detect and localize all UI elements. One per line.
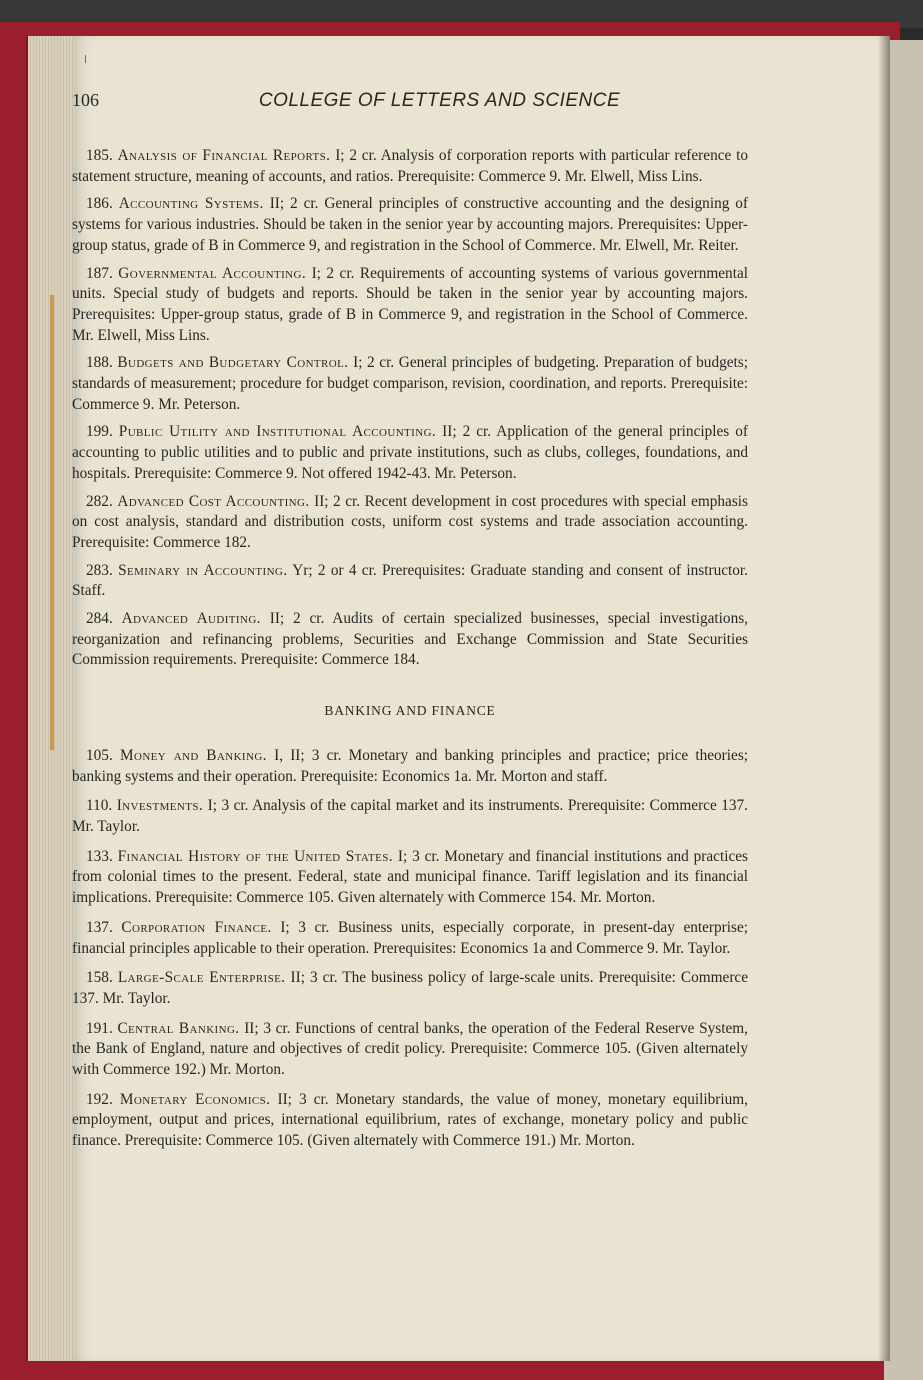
course-number: 188. (86, 354, 113, 372)
course-description: II; 3 cr. The business policy of large-scale units. Prerequisite: Commerce 137. Mr. Taylor. (72, 969, 749, 1007)
course-entry (72, 194, 748, 256)
course-description: I, II; 3 cr. Monetary and banking principles and practice; price theories; banking systems and their operation. Prerequisite: Economics 1a. Mr. Morton and staff. (72, 746, 749, 785)
course-title: Money and Banking. (119, 746, 267, 764)
running-title: COLLEGE OF LETTERS AND SCIENCE (258, 90, 621, 111)
course-entry (72, 1090, 748, 1152)
course-number: 133. (86, 847, 113, 865)
course-entry (72, 492, 748, 554)
course-number: 186. (86, 195, 113, 213)
course-title: Corporation Finance. (121, 918, 272, 936)
course-entry (72, 609, 748, 671)
course-description: II; 3 cr. Functions of central banks, the operation of the Federal Reserve System, the Bank of England, nature and objectives of credit policy. Prerequisite: Commerce 105. (Given alternately with Commerce 192.) Mr. Morton. (72, 1019, 748, 1079)
course-description: I; 3 cr. Business units, especially corporate, in present-day enterprise; financial principles applicable to their operation. Prerequisites: Economics 1a and Commerce 9. Mr. Taylor. (72, 918, 748, 957)
page-mark (85, 55, 86, 63)
course-entry (72, 847, 748, 909)
course-title: Public Utility and Institutional Accounting. (118, 423, 437, 441)
course-entry (72, 968, 748, 1009)
course-entry (72, 353, 748, 415)
course-description: II; 2 cr. Recent development in cost procedures with special emphasis on cost analysis, standard and distribution costs, uniform cost systems and trade association accounting. Prerequisite: Commerce 182. (72, 492, 748, 551)
course-number: 191. (86, 1019, 113, 1037)
page-body (72, 146, 748, 1161)
course-description: Yr; 2 or 4 cr. Prerequisites: Graduate standing and consent of instructor. Staff. (72, 561, 749, 600)
course-title: Accounting Systems. (118, 195, 264, 213)
course-description: II; 2 cr. General principles of constructive accounting and the designing of systems for various industries. Should be taken in the senior year by accounting majors. Prerequisites: Upper-group status, grade of B in Commerce 9, and registration in the School of Commerce. Mr. Elwell, Mr. Reiter. (72, 195, 749, 254)
gutter-shadow (878, 36, 890, 1361)
course-title: Advanced Cost Accounting. (117, 492, 310, 510)
course-title: Large-Scale Enterprise. (117, 969, 286, 987)
course-title: Investments. (116, 797, 204, 815)
course-title: Budgets and Budgetary Control. (117, 354, 349, 372)
course-entry (72, 422, 748, 484)
course-description: II; 3 cr. Monetary standards, the value of money, monetary equilibrium, employment, output and prices, international equilibrium, rates of exchange, monetary policy and public finance. Prerequisite: Commerce 105. (Given alternately with Commerce 191.) Mr. Morton. (72, 1090, 749, 1150)
course-number: 284. (86, 610, 113, 628)
course-description: I; 2 cr. Analysis of corporation reports with particular reference to statement structure, meaning of accounts, and ratios. Prerequisite: Commerce 9. Mr. Elwell, Miss Lins. (72, 147, 748, 185)
course-description: II; 2 cr. Audits of certain specialized businesses, special investigations, reorganization and refinancing problems, Securities and Exchange Commission and State Securities Commission requirements. Prerequisite: Commerce 184. (72, 610, 748, 669)
course-entry (72, 561, 748, 602)
course-description: I; 3 cr. Monetary and financial institutions and practices from colonial times to the present. Federal, state and municipal finance. Tariff legislation and its financial implications. Prerequisite: Commerce 105. Given alternately with Commerce 154. Mr. Morton. (72, 847, 749, 907)
course-number: 158. (86, 969, 113, 987)
course-title: Advanced Auditing. (121, 610, 261, 628)
course-entry (72, 796, 748, 837)
course-entry (72, 264, 748, 347)
banking-course-list (72, 746, 748, 1152)
course-title: Analysis of Financial Reports. (117, 147, 331, 164)
course-number: 283. (86, 561, 113, 579)
accounting-course-list (72, 146, 748, 671)
course-number: 199. (86, 423, 113, 441)
course-entry (72, 746, 748, 787)
course-number: 187. (86, 264, 113, 282)
course-number: 185. (86, 147, 113, 164)
course-description: I; 3 cr. Analysis of the capital market and its instruments. Prerequisite: Commerce 137. Mr. Taylor. (72, 797, 749, 835)
course-number: 282. (86, 492, 113, 510)
course-description: I; 2 cr. Requirements of accounting systems of various governmental units. Special study of budgets and reports. Should be taken in the senior year by accounting majors. Prerequisites: Upper-group status, grade of B in Commerce 9, and registration in the School of Commerce. Mr. Elwell, Miss Lins. (72, 264, 748, 344)
course-title: Monetary Economics. (119, 1090, 271, 1108)
page-header (72, 90, 747, 114)
course-number: 192. (86, 1090, 113, 1108)
course-entry (72, 1019, 748, 1081)
course-number: 137. (86, 918, 113, 936)
course-title: Central Banking. (117, 1019, 240, 1037)
course-entry (72, 146, 748, 187)
course-title: Seminary in Accounting. (118, 561, 288, 579)
bookmark-ribbon (50, 295, 54, 750)
course-number: 110. (86, 797, 113, 815)
course-description: II; 2 cr. Application of the general principles of accounting to public utilities and to public and private institutions, such as clubs, colleges, foundations, and hospitals. Prerequisite: Commerce 9. Not offered 1942-43. Mr. Peterson. (72, 423, 749, 482)
page-number: 106 (72, 90, 99, 110)
course-title: Financial History of the United States. (117, 847, 394, 865)
course-entry (72, 918, 748, 959)
course-title: Governmental Accounting. (118, 264, 307, 282)
section-heading: BANKING AND FINANCE (324, 703, 496, 719)
course-number: 105. (86, 746, 113, 764)
course-description: I; 2 cr. General principles of budgeting. Preparation of budgets; standards of measurement; procedure for budget comparison, revision, coordination, and reports. Prerequisite: Commerce 9. Mr. Peterson. (72, 354, 748, 413)
